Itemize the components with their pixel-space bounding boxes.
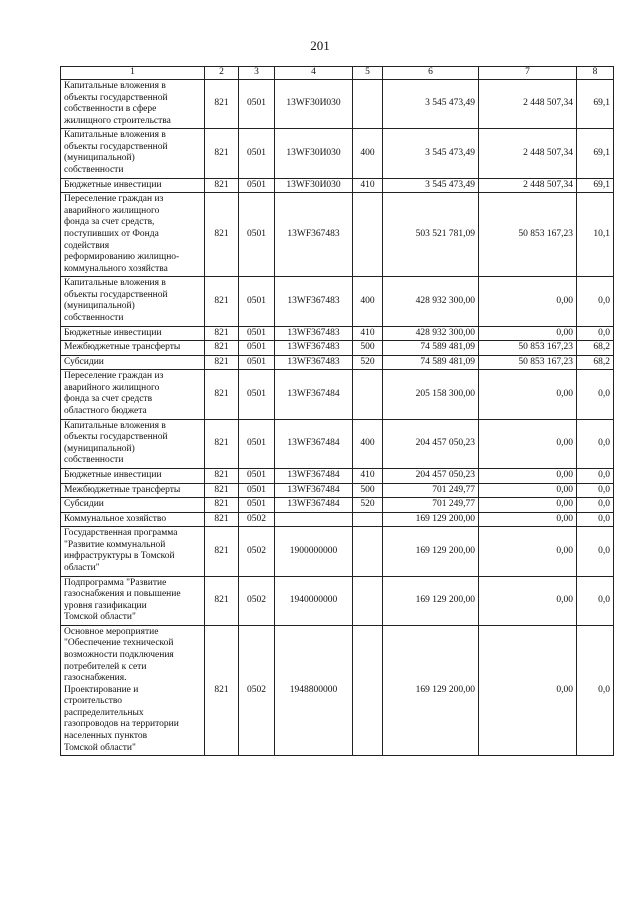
row-executed-amount: 0,00	[479, 277, 577, 326]
row-execution-percent: 0,0	[577, 498, 614, 513]
table-row	[61, 341, 614, 356]
row-main-manager-code: 821	[205, 341, 239, 356]
table-row	[61, 576, 614, 625]
row-execution-percent: 69,1	[577, 129, 614, 178]
row-target-article: 13WF367484	[275, 419, 353, 468]
row-planned-amount: 74 589 481,09	[383, 355, 479, 370]
row-section-code: 0502	[239, 625, 275, 755]
row-section-code: 0501	[239, 277, 275, 326]
row-executed-amount: 0,00	[479, 498, 577, 513]
table-row	[61, 625, 614, 755]
row-expense-type	[353, 625, 383, 755]
column-header: 4	[275, 67, 353, 80]
row-expense-type	[353, 527, 383, 576]
row-main-manager-code: 821	[205, 355, 239, 370]
row-execution-percent: 68,2	[577, 341, 614, 356]
table-row	[61, 326, 614, 341]
row-expense-type: 500	[353, 341, 383, 356]
column-header: 7	[479, 67, 577, 80]
row-executed-amount: 2 448 507,34	[479, 80, 577, 129]
row-expense-type: 400	[353, 419, 383, 468]
row-main-manager-code: 821	[205, 193, 239, 277]
row-executed-amount: 0,00	[479, 419, 577, 468]
row-target-article: 13WF367484	[275, 370, 353, 419]
row-execution-percent: 0,0	[577, 277, 614, 326]
row-target-article: 13WF367483	[275, 277, 353, 326]
row-expense-type: 520	[353, 355, 383, 370]
row-executed-amount: 0,00	[479, 527, 577, 576]
row-planned-amount: 701 249,77	[383, 483, 479, 498]
row-main-manager-code: 821	[205, 80, 239, 129]
row-name: Капитальные вложения в объекты государственной собственности в сфере жилищного строительства	[61, 80, 205, 129]
row-name: Субсидии	[61, 355, 205, 370]
row-section-code: 0501	[239, 193, 275, 277]
row-executed-amount: 0,00	[479, 326, 577, 341]
table-row	[61, 277, 614, 326]
row-name: Переселение граждан из аварийного жилищного фонда за счет средств областного бюджета	[61, 370, 205, 419]
row-target-article: 1940000000	[275, 576, 353, 625]
row-main-manager-code: 821	[205, 498, 239, 513]
row-executed-amount: 0,00	[479, 468, 577, 483]
column-header: 3	[239, 67, 275, 80]
row-section-code: 0501	[239, 129, 275, 178]
row-main-manager-code: 821	[205, 625, 239, 755]
row-expense-type	[353, 80, 383, 129]
row-executed-amount: 0,00	[479, 625, 577, 755]
row-executed-amount: 0,00	[479, 483, 577, 498]
row-expense-type	[353, 370, 383, 419]
row-expense-type: 400	[353, 129, 383, 178]
row-main-manager-code: 821	[205, 129, 239, 178]
row-main-manager-code: 821	[205, 277, 239, 326]
row-name: Основное мероприятие "Обеспечение технической возможности подключения потребителей к сети газоснабжения. Проектирование и строительство распределительных газопроводов на территории населенных пунктов Томской области"	[61, 625, 205, 755]
row-planned-amount: 204 457 050,23	[383, 468, 479, 483]
row-executed-amount: 0,00	[479, 512, 577, 527]
row-execution-percent: 0,0	[577, 576, 614, 625]
row-name: Капитальные вложения в объекты государственной (муниципальной) собственности	[61, 419, 205, 468]
row-planned-amount: 169 129 200,00	[383, 527, 479, 576]
row-planned-amount: 428 932 300,00	[383, 326, 479, 341]
row-main-manager-code: 821	[205, 326, 239, 341]
row-executed-amount: 2 448 507,34	[479, 178, 577, 193]
row-planned-amount: 503 521 781,09	[383, 193, 479, 277]
row-section-code: 0502	[239, 512, 275, 527]
row-main-manager-code: 821	[205, 483, 239, 498]
row-expense-type	[353, 512, 383, 527]
column-header: 1	[61, 67, 205, 80]
row-planned-amount: 169 129 200,00	[383, 512, 479, 527]
row-planned-amount: 3 545 473,49	[383, 178, 479, 193]
row-name: Капитальные вложения в объекты государственной (муниципальной) собственности	[61, 277, 205, 326]
page-number: 201	[310, 38, 330, 53]
row-target-article: 13WF30И030	[275, 80, 353, 129]
column-header: 5	[353, 67, 383, 80]
row-expense-type: 500	[353, 483, 383, 498]
row-executed-amount: 50 853 167,23	[479, 355, 577, 370]
row-target-article: 13WF367483	[275, 193, 353, 277]
row-main-manager-code: 821	[205, 576, 239, 625]
row-target-article: 13WF367484	[275, 468, 353, 483]
row-planned-amount: 169 129 200,00	[383, 576, 479, 625]
row-expense-type	[353, 576, 383, 625]
row-executed-amount: 50 853 167,23	[479, 341, 577, 356]
row-executed-amount: 2 448 507,34	[479, 129, 577, 178]
row-target-article: 13WF367484	[275, 498, 353, 513]
row-main-manager-code: 821	[205, 370, 239, 419]
row-execution-percent: 0,0	[577, 483, 614, 498]
row-execution-percent: 0,0	[577, 370, 614, 419]
table-row	[61, 512, 614, 527]
table-row	[61, 370, 614, 419]
row-main-manager-code: 821	[205, 419, 239, 468]
row-name: Бюджетные инвестиции	[61, 468, 205, 483]
row-section-code: 0501	[239, 326, 275, 341]
row-planned-amount: 428 932 300,00	[383, 277, 479, 326]
row-execution-percent: 0,0	[577, 512, 614, 527]
row-planned-amount: 3 545 473,49	[383, 80, 479, 129]
row-executed-amount: 0,00	[479, 576, 577, 625]
row-name: Капитальные вложения в объекты государственной (муниципальной) собственности	[61, 129, 205, 178]
row-section-code: 0501	[239, 370, 275, 419]
table-row	[61, 498, 614, 513]
row-expense-type: 520	[353, 498, 383, 513]
row-execution-percent: 10,1	[577, 193, 614, 277]
row-expense-type: 410	[353, 468, 383, 483]
row-target-article: 1900000000	[275, 527, 353, 576]
row-planned-amount: 3 545 473,49	[383, 129, 479, 178]
row-section-code: 0501	[239, 341, 275, 356]
header-row	[61, 67, 614, 80]
table-row	[61, 483, 614, 498]
row-planned-amount: 205 158 300,00	[383, 370, 479, 419]
column-header: 6	[383, 67, 479, 80]
table-row	[61, 527, 614, 576]
row-name: Субсидии	[61, 498, 205, 513]
row-target-article: 13WF367484	[275, 483, 353, 498]
row-planned-amount: 169 129 200,00	[383, 625, 479, 755]
row-name: Межбюджетные трансферты	[61, 341, 205, 356]
row-target-article: 13WF367483	[275, 326, 353, 341]
row-target-article: 13WF30И030	[275, 178, 353, 193]
row-section-code: 0501	[239, 80, 275, 129]
row-section-code: 0501	[239, 483, 275, 498]
row-target-article: 13WF30И030	[275, 129, 353, 178]
row-planned-amount: 74 589 481,09	[383, 341, 479, 356]
row-main-manager-code: 821	[205, 178, 239, 193]
row-execution-percent: 0,0	[577, 625, 614, 755]
row-execution-percent: 69,1	[577, 80, 614, 129]
row-name: Бюджетные инвестиции	[61, 326, 205, 341]
row-execution-percent: 0,0	[577, 419, 614, 468]
row-target-article: 13WF367483	[275, 341, 353, 356]
row-section-code: 0502	[239, 527, 275, 576]
row-section-code: 0502	[239, 576, 275, 625]
row-section-code: 0501	[239, 468, 275, 483]
row-execution-percent: 0,0	[577, 326, 614, 341]
row-execution-percent: 0,0	[577, 468, 614, 483]
row-expense-type	[353, 193, 383, 277]
row-name: Подпрограмма "Развитие газоснабжения и повышение уровня газификации Томской области"	[61, 576, 205, 625]
row-name: Бюджетные инвестиции	[61, 178, 205, 193]
table-row	[61, 468, 614, 483]
row-main-manager-code: 821	[205, 527, 239, 576]
row-name: Коммунальное хозяйство	[61, 512, 205, 527]
column-header: 2	[205, 67, 239, 80]
row-executed-amount: 50 853 167,23	[479, 193, 577, 277]
row-executed-amount: 0,00	[479, 370, 577, 419]
row-main-manager-code: 821	[205, 512, 239, 527]
row-planned-amount: 701 249,77	[383, 498, 479, 513]
row-execution-percent: 0,0	[577, 527, 614, 576]
row-expense-type: 400	[353, 277, 383, 326]
row-section-code: 0501	[239, 355, 275, 370]
row-expense-type: 410	[353, 326, 383, 341]
table-row	[61, 419, 614, 468]
column-header: 8	[577, 67, 614, 80]
row-execution-percent: 69,1	[577, 178, 614, 193]
budget-table	[60, 66, 614, 756]
row-target-article	[275, 512, 353, 527]
row-section-code: 0501	[239, 178, 275, 193]
row-section-code: 0501	[239, 419, 275, 468]
row-execution-percent: 68,2	[577, 355, 614, 370]
row-planned-amount: 204 457 050,23	[383, 419, 479, 468]
row-section-code: 0501	[239, 498, 275, 513]
table-row	[61, 80, 614, 129]
row-name: Переселение граждан из аварийного жилищного фонда за счет средств, поступивших от Фонда содействия реформированию жилищно- коммунального хозяйства	[61, 193, 205, 277]
table-row	[61, 129, 614, 178]
table-row	[61, 193, 614, 277]
row-name: Межбюджетные трансферты	[61, 483, 205, 498]
row-target-article: 1948800000	[275, 625, 353, 755]
row-target-article: 13WF367483	[275, 355, 353, 370]
row-expense-type: 410	[353, 178, 383, 193]
row-name: Государственная программа "Развитие коммунальной инфраструктуры в Томской области"	[61, 527, 205, 576]
table-row	[61, 355, 614, 370]
row-main-manager-code: 821	[205, 468, 239, 483]
table-row	[61, 178, 614, 193]
